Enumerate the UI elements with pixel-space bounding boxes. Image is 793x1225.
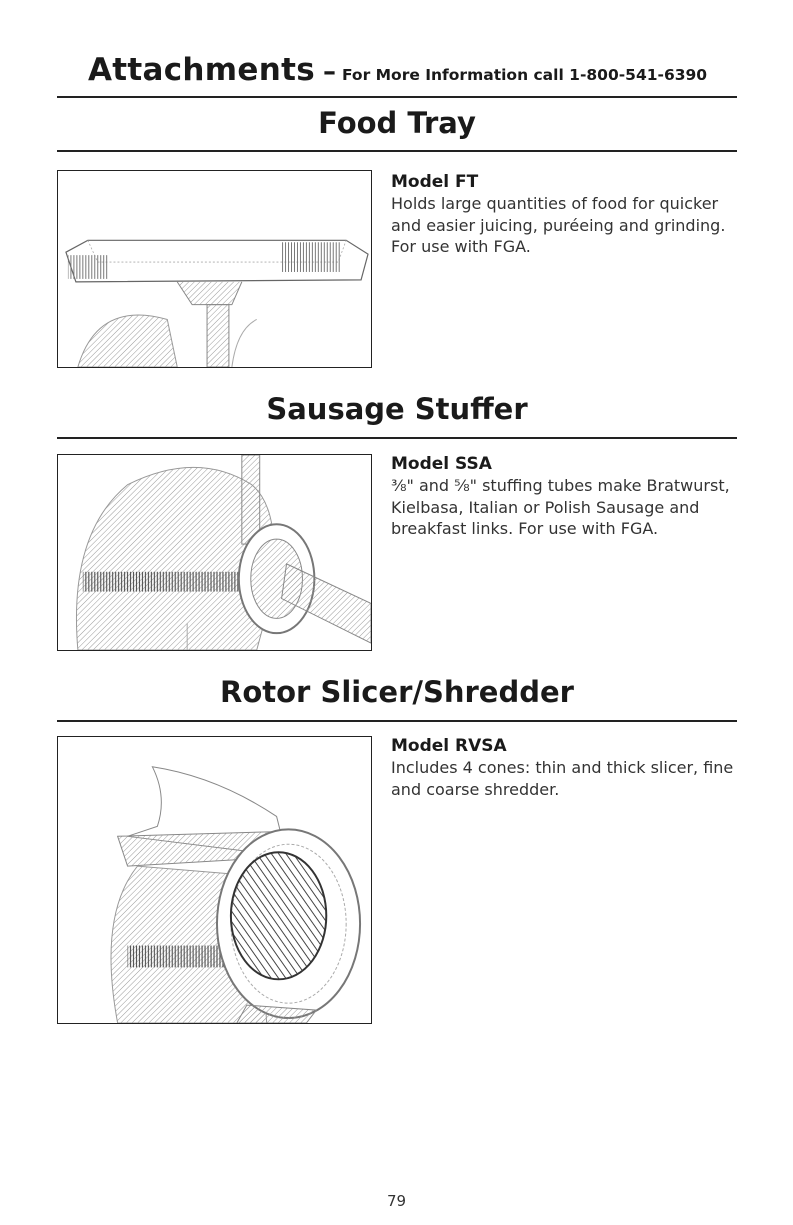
- rotor-slicer-description: Includes 4 cones: thin and thick slicer, fine and coarse shredder.: [391, 758, 734, 799]
- rotor-slicer-model: Model RVSA: [391, 736, 507, 756]
- food-tray-description: Holds large quantities of food for quicker and easier juicing, puréeing and grinding. For use with FGA.: [391, 194, 726, 256]
- section-rule-sausage-stuffer: [57, 437, 737, 439]
- food-tray-image: [57, 170, 372, 368]
- page-number: 79: [386, 1192, 407, 1210]
- sausage-stuffer-image: [57, 454, 372, 651]
- rotor-slicer-image: [57, 736, 372, 1024]
- header-title: Attachments: [88, 52, 315, 88]
- section-title-food-tray: Food Tray: [318, 106, 476, 140]
- header-subtitle: For More Information call 1-800-541-6390: [341, 66, 708, 84]
- sausage-stuffer-description: ⅜" and ⅝" stuffing tubes make Bratwurst, Kielbasa, Italian or Polish Sausage and breakfast links. For use with FGA.: [391, 476, 730, 538]
- food-tray-model: Model FT: [391, 172, 479, 192]
- section-rule-food-tray: [57, 150, 737, 152]
- section-title-sausage-stuffer: Sausage Stuffer: [266, 392, 528, 426]
- section-title-rotor-slicer: Rotor Slicer/Shredder: [220, 675, 574, 709]
- header-dash: –: [322, 57, 336, 87]
- sausage-stuffer-model: Model SSA: [391, 454, 492, 474]
- page-header: [88, 52, 748, 88]
- header-rule: [57, 96, 737, 98]
- food-tray-text: [391, 172, 736, 258]
- sausage-stuffer-text: [391, 454, 736, 540]
- rotor-slicer-text: [391, 736, 736, 800]
- section-rule-rotor-slicer: [57, 720, 737, 722]
